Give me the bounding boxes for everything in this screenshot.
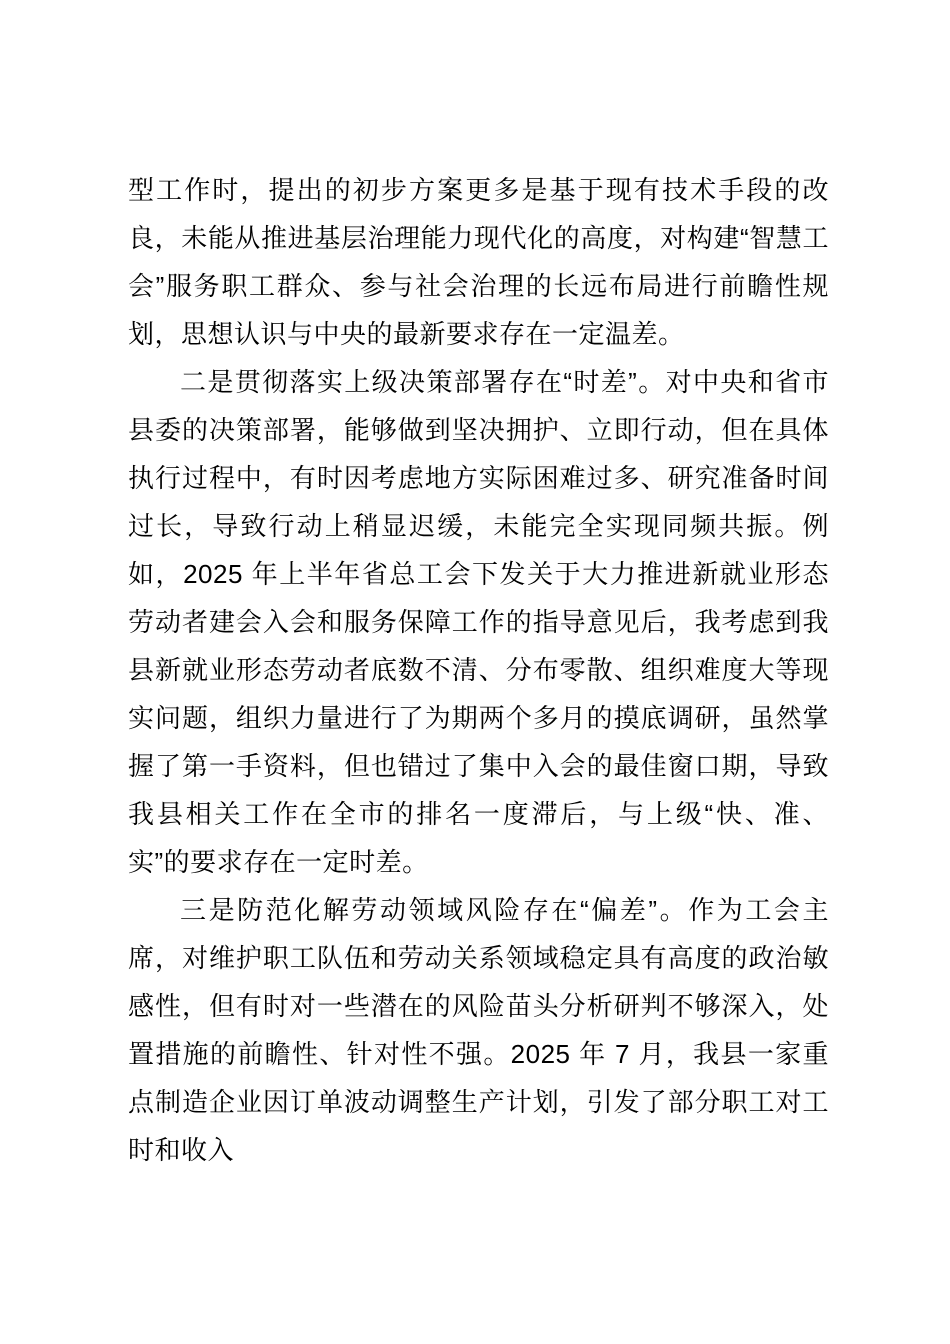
paragraph: 三是防范化解劳动领域风险存在“偏差”。作为工会主席，对维护职工队伍和劳动关系领域稳定具有高度的政治敏感性，但有时对一些潜在的风险苗头分析研判不够深入，处置措施的前瞻性、针对性不强。2025 年 7 月，我县一家重点制造企业因订单波动调整生产计划，引发了部分职工对工时和收入	[128, 895, 829, 1165]
paragraph: 二是贯彻落实上级决策部署存在“时差”。对中央和省市县委的决策部署，能够做到坚决拥护、立即行动，但在具体执行过程中，有时因考虑地方实际困难过多、研究准备时间过长，导致行动上稍显迟缓，未能完全实现同频共振。例如，2025 年上半年省总工会下发关于大力推进新就业形态劳动者建会入会和服务保障工作的指导意见后，我考虑到我县新就业形态劳动者底数不清、分布零散、组织难度大等现实问题，组织力量进行了为期两个多月的摸底调研，虽然掌握了第一手资料，但也错过了集中入会的最佳窗口期，导致我县相关工作在全市的排名一度滞后，与上级“快、准、实”的要求存在一定时差。	[128, 367, 829, 877]
document-body	[128, 166, 829, 1174]
paragraph: 型工作时，提出的初步方案更多是基于现有技术手段的改良，未能从推进基层治理能力现代化的高度，对构建“智慧工会”服务职工群众、参与社会治理的长远布局进行前瞻性规划，思想认识与中央的最新要求存在一定温差。	[128, 175, 829, 349]
